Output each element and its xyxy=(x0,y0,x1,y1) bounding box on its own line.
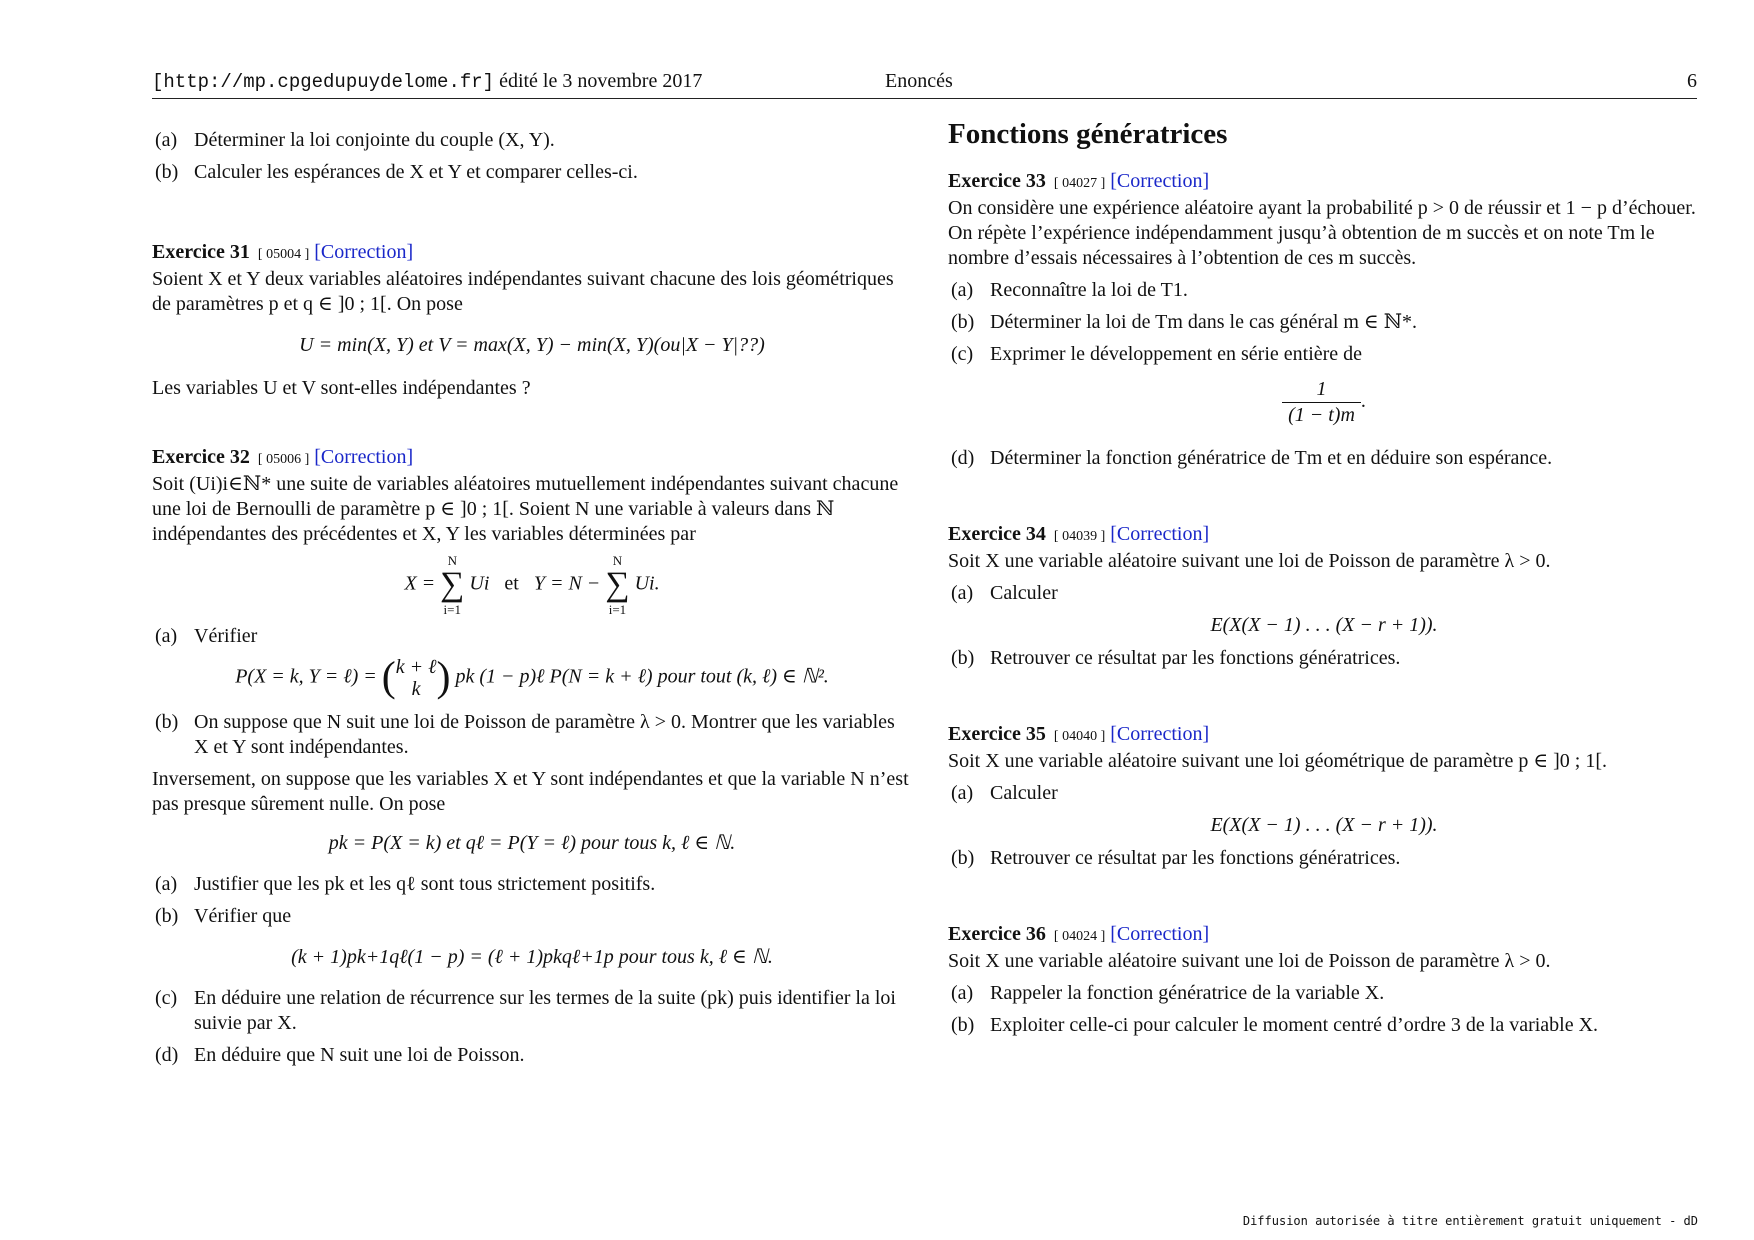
item-label: (d) xyxy=(951,447,975,469)
item-label: (b) xyxy=(155,161,179,183)
list-item xyxy=(948,781,1700,806)
item-text: On suppose que N suit une loi de Poisson de paramètre λ > 0. Montrer que les variables X et Y sont indépendantes. xyxy=(194,711,895,758)
header-title: Enoncés xyxy=(885,70,953,92)
sum-top: N xyxy=(612,553,623,568)
exercise-code: [ 05006 ] xyxy=(257,452,310,467)
item-text: Calculer les espérances de X et Y et comparer celles-ci. xyxy=(194,161,638,183)
item-label: (b) xyxy=(951,1014,975,1036)
exercise-text: Soit X une variable aléatoire suivant une loi de Poisson de paramètre λ > 0. xyxy=(948,950,1551,972)
item-text: Reconnaître la loi de T1. xyxy=(990,279,1188,301)
item-label: (b) xyxy=(951,847,975,869)
list-item xyxy=(152,710,912,760)
item-text: Vérifier xyxy=(194,625,258,647)
list-item xyxy=(948,981,1700,1006)
list-item xyxy=(948,581,1700,606)
fraction-equation: $\frac{1}{(1 - t)m}$ . xyxy=(948,377,1700,428)
item-text: Rappeler la fonction génératrice de la variable X. xyxy=(990,982,1385,1004)
item-label: (a) xyxy=(155,129,178,151)
exercise-code: [ 04039 ] xyxy=(1053,529,1106,544)
list-item xyxy=(948,310,1700,335)
y-eq: Y = N − xyxy=(533,572,601,595)
list-item xyxy=(152,128,912,153)
exercise-text: Soit X une variable aléatoire suivant une loi de Poisson de paramètre λ > 0. xyxy=(948,550,1551,572)
denominator: (1 − t)m xyxy=(1288,404,1355,426)
item-text: Déterminer la loi conjointe du couple (X, Y). xyxy=(194,129,555,151)
exercise-title: Exercice 36 xyxy=(948,923,1046,945)
list-item xyxy=(948,342,1700,367)
x-eq: X = xyxy=(404,572,436,595)
correction-link[interactable]: [Correction] xyxy=(1110,923,1210,945)
binom-equation: P(X = k, Y = ℓ) = ( k + ℓ k ) pk (1 − p)ℓ P(N = k + ℓ) pour tout (k, ℓ) ∈ ℕ². xyxy=(235,654,829,701)
exercise-title: Exercice 32 xyxy=(152,446,250,468)
numerator: 1 xyxy=(1282,377,1361,403)
page-footer: Diffusion autorisée à titre entièrement gratuit uniquement - dD xyxy=(1242,1214,1698,1228)
list-item xyxy=(948,446,1700,471)
sum-equation xyxy=(152,553,912,617)
equation: E(X(X − 1) . . . (X − r + 1)). xyxy=(1210,814,1438,836)
item-label: (a) xyxy=(951,982,974,1004)
item-label: (a) xyxy=(155,625,178,647)
exercise-32 xyxy=(152,445,912,1068)
item-label: (b) xyxy=(155,905,179,927)
exercise-text: Inversement, on suppose que les variables X et Y sont indépendantes et que la variable N n’est pas presque sûrement nulle. On pose xyxy=(152,768,909,815)
equation: pk = P(X = k) et qℓ = P(Y = ℓ) pour tous k, ℓ ∈ ℕ. xyxy=(328,832,736,854)
item-label: (d) xyxy=(155,1044,179,1066)
equation: U = min(X, Y) et V = max(X, Y) − min(X, Y)(ou|X − Y|??) xyxy=(299,334,765,356)
correction-link[interactable]: [Correction] xyxy=(314,446,414,468)
exercise-code: [ 04040 ] xyxy=(1053,729,1106,744)
header-left xyxy=(152,70,702,93)
right-column xyxy=(948,118,1700,1045)
left-column xyxy=(152,128,912,1075)
list-item xyxy=(152,986,912,1036)
exercise-code: [ 04024 ] xyxy=(1053,929,1106,944)
exercise-33 xyxy=(948,169,1700,471)
binom-bottom: k xyxy=(411,678,421,700)
list-item xyxy=(152,624,912,649)
exercise-34 xyxy=(948,522,1700,671)
exercise-title: Exercice 33 xyxy=(948,170,1046,192)
page-number: 6 xyxy=(1687,70,1697,92)
exercise-text: Soient X et Y deux variables aléatoires indépendantes suivant chacune des lois géométriques de paramètres p et q ∈ ]0 ; 1[. On pose xyxy=(152,268,894,315)
equation: E(X(X − 1) . . . (X − r + 1)). xyxy=(1210,614,1438,636)
list-item xyxy=(948,846,1700,871)
header-url[interactable]: [http://mp.cpgedupuydelome.fr] xyxy=(152,71,495,93)
item-label: (b) xyxy=(155,711,179,733)
item-text: Justifier que les pk et les qℓ sont tous strictement positifs. xyxy=(194,873,656,895)
exercise-31 xyxy=(152,240,912,401)
ui-term: Ui xyxy=(469,572,490,595)
list-item xyxy=(948,646,1700,671)
item-text: En déduire que N suit une loi de Poisson. xyxy=(194,1044,525,1066)
item-text: En déduire une relation de récurrence sur les termes de la suite (pk) puis identifier la loi suivie par X. xyxy=(194,987,896,1034)
ui-term: Ui. xyxy=(634,572,660,595)
item-text: Calculer xyxy=(990,782,1058,804)
binom-top: k + ℓ xyxy=(395,656,437,678)
sum-symbol: N ∑ i=1 xyxy=(605,553,630,617)
eq-right: pk (1 − p)ℓ P(N = k + ℓ) pour tout (k, ℓ) ∈ ℕ². xyxy=(455,665,829,688)
binomial xyxy=(396,656,437,700)
list-item xyxy=(152,904,912,929)
item-label: (b) xyxy=(951,311,975,333)
exercise-text: Soit (Ui)i∈ℕ* une suite de variables aléatoires mutuellement indépendantes suivant chacune une loi de Bernoulli de paramètre p ∈ ]0 ; 1[. Soient N une variable à valeurs dans ℕ indépendantes des précédentes et X, Y les variables déterminées par xyxy=(152,473,899,545)
exercise-code: [ 04027 ] xyxy=(1053,176,1106,191)
sum-bottom: i=1 xyxy=(443,602,461,617)
item-text: Retrouver ce résultat par les fonctions génératrices. xyxy=(990,647,1401,669)
item-label: (b) xyxy=(951,647,975,669)
et-word: et xyxy=(504,572,519,595)
item-label: (c) xyxy=(155,987,178,1009)
correction-link[interactable]: [Correction] xyxy=(1110,523,1210,545)
item-text: Déterminer la loi de Tm dans le cas général m ∈ ℕ*. xyxy=(990,311,1418,333)
item-text: Exploiter celle-ci pour calculer le moment centré d’ordre 3 de la variable X. xyxy=(990,1014,1599,1036)
sum-bottom: i=1 xyxy=(608,602,627,617)
exercise-36 xyxy=(948,922,1700,1038)
correction-link[interactable]: [Correction] xyxy=(314,241,414,263)
item-text: Calculer xyxy=(990,582,1058,604)
item-label: (a) xyxy=(155,873,178,895)
exercise-title: Exercice 31 xyxy=(152,241,250,263)
list-item xyxy=(152,160,912,185)
exercise-text: Soit X une variable aléatoire suivant une loi géométrique de paramètre p ∈ ]0 ; 1[. xyxy=(948,750,1608,772)
list-item xyxy=(948,1013,1700,1038)
correction-link[interactable]: [Correction] xyxy=(1110,170,1210,192)
list-item xyxy=(152,1043,912,1068)
exercise-code: [ 05004 ] xyxy=(257,247,310,262)
correction-link[interactable]: [Correction] xyxy=(1110,723,1210,745)
item-label: (a) xyxy=(951,582,974,604)
exercise-text: On considère une expérience aléatoire ayant la probabilité p > 0 de réussir et 1 − p d’échouer. xyxy=(948,197,1696,219)
eq-left: P(X = k, Y = ℓ) = xyxy=(235,665,377,688)
item-label: (c) xyxy=(951,343,974,365)
exercise-question: Les variables U et V sont-elles indépendantes ? xyxy=(152,377,531,399)
item-label: (a) xyxy=(951,782,974,804)
item-text: Retrouver ce résultat par les fonctions génératrices. xyxy=(990,847,1401,869)
header-edited: édité le 3 novembre 2017 xyxy=(499,70,703,92)
list-item xyxy=(948,278,1700,303)
item-text: Déterminer la fonction génératrice de Tm et en déduire son espérance. xyxy=(990,447,1553,469)
sum-symbol: N ∑ i=1 xyxy=(440,553,465,617)
sum-top: N xyxy=(447,553,457,568)
section-title: Fonctions génératrices xyxy=(948,118,1228,150)
exercise-title: Exercice 34 xyxy=(948,523,1046,545)
item-text: Vérifier que xyxy=(194,905,292,927)
equation: (k + 1)pk+1qℓ(1 − p) = (ℓ + 1)pkqℓ+1p pour tous k, ℓ ∈ ℕ. xyxy=(291,946,773,968)
exercise-title: Exercice 35 xyxy=(948,723,1046,745)
item-text: Exprimer le développement en série entière de xyxy=(990,343,1363,365)
list-item xyxy=(152,872,912,897)
exercise-35 xyxy=(948,722,1700,871)
page-header xyxy=(152,70,1697,99)
exercise-text: On répète l’expérience indépendamment jusqu’à obtention de m succès et on note Tm le nombre d’essais nécessaires à l’obtention de ces m succès. xyxy=(948,222,1655,269)
item-label: (a) xyxy=(951,279,974,301)
fraction xyxy=(1282,377,1361,428)
